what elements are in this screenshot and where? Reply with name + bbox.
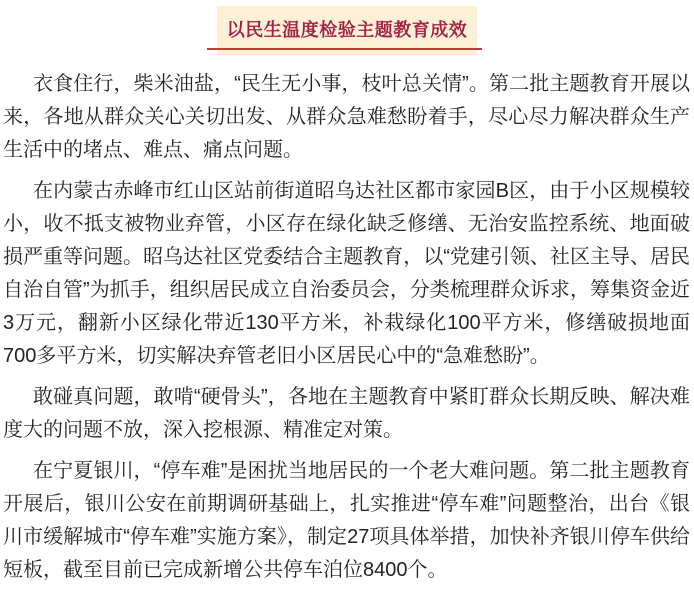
article-title-banner	[217, 6, 477, 55]
article-paragraph-3: 敢碰真问题，敢啃“硬骨头”，各地在主题教育中紧盯群众长期反映、解决难度大的问题不放，深入挖根源、精准定对策。	[3, 386, 690, 441]
article-paragraph-2: 在内蒙古赤峰市红山区站前街道昭乌达社区都市家园B区，由于小区规模较小，收不抵支被物业弃管，小区存在绿化缺乏修缮、无治安监控系统、地面破损严重等问题。昭乌达社区党委结合主题教育，以“党建引领、社区主导、居民自治自管”为抓手，组织居民成立自治委员会，分类梳理群众诉求，筹集资金近3万元，翻新小区绿化带近130平方米，补栽绿化100平方米，修缮破损地面700多平方米，切实解决弃管老旧小区居民心中的“急难愁盼”。	[3, 180, 690, 367]
article-body	[0, 55, 694, 587]
article-paragraph-1: 衣食住行，柴米油盐，“民生无小事，枝叶总关情”。第二批主题教育开展以来，各地从群众关心关切出发、从群众急难愁盼着手，尽心尽力解决群众生产生活中的堵点、难点、痛点问题。	[3, 73, 690, 161]
article-title: 以民生温度检验主题教育成效	[226, 19, 468, 40]
title-underline-rule	[207, 48, 482, 50]
article-paragraph-4: 在宁夏银川，“停车难”是困扰当地居民的一个老大难问题。第二批主题教育开展后，银川公安在前期调研基础上，扎实推进“停车难”问题整治，出台《银川市缓解城市“停车难”实施方案》，制定27项具体举措，加快补齐银川停车供给短板，截至目前已完成新增公共停车泊位8400个。	[3, 460, 690, 581]
